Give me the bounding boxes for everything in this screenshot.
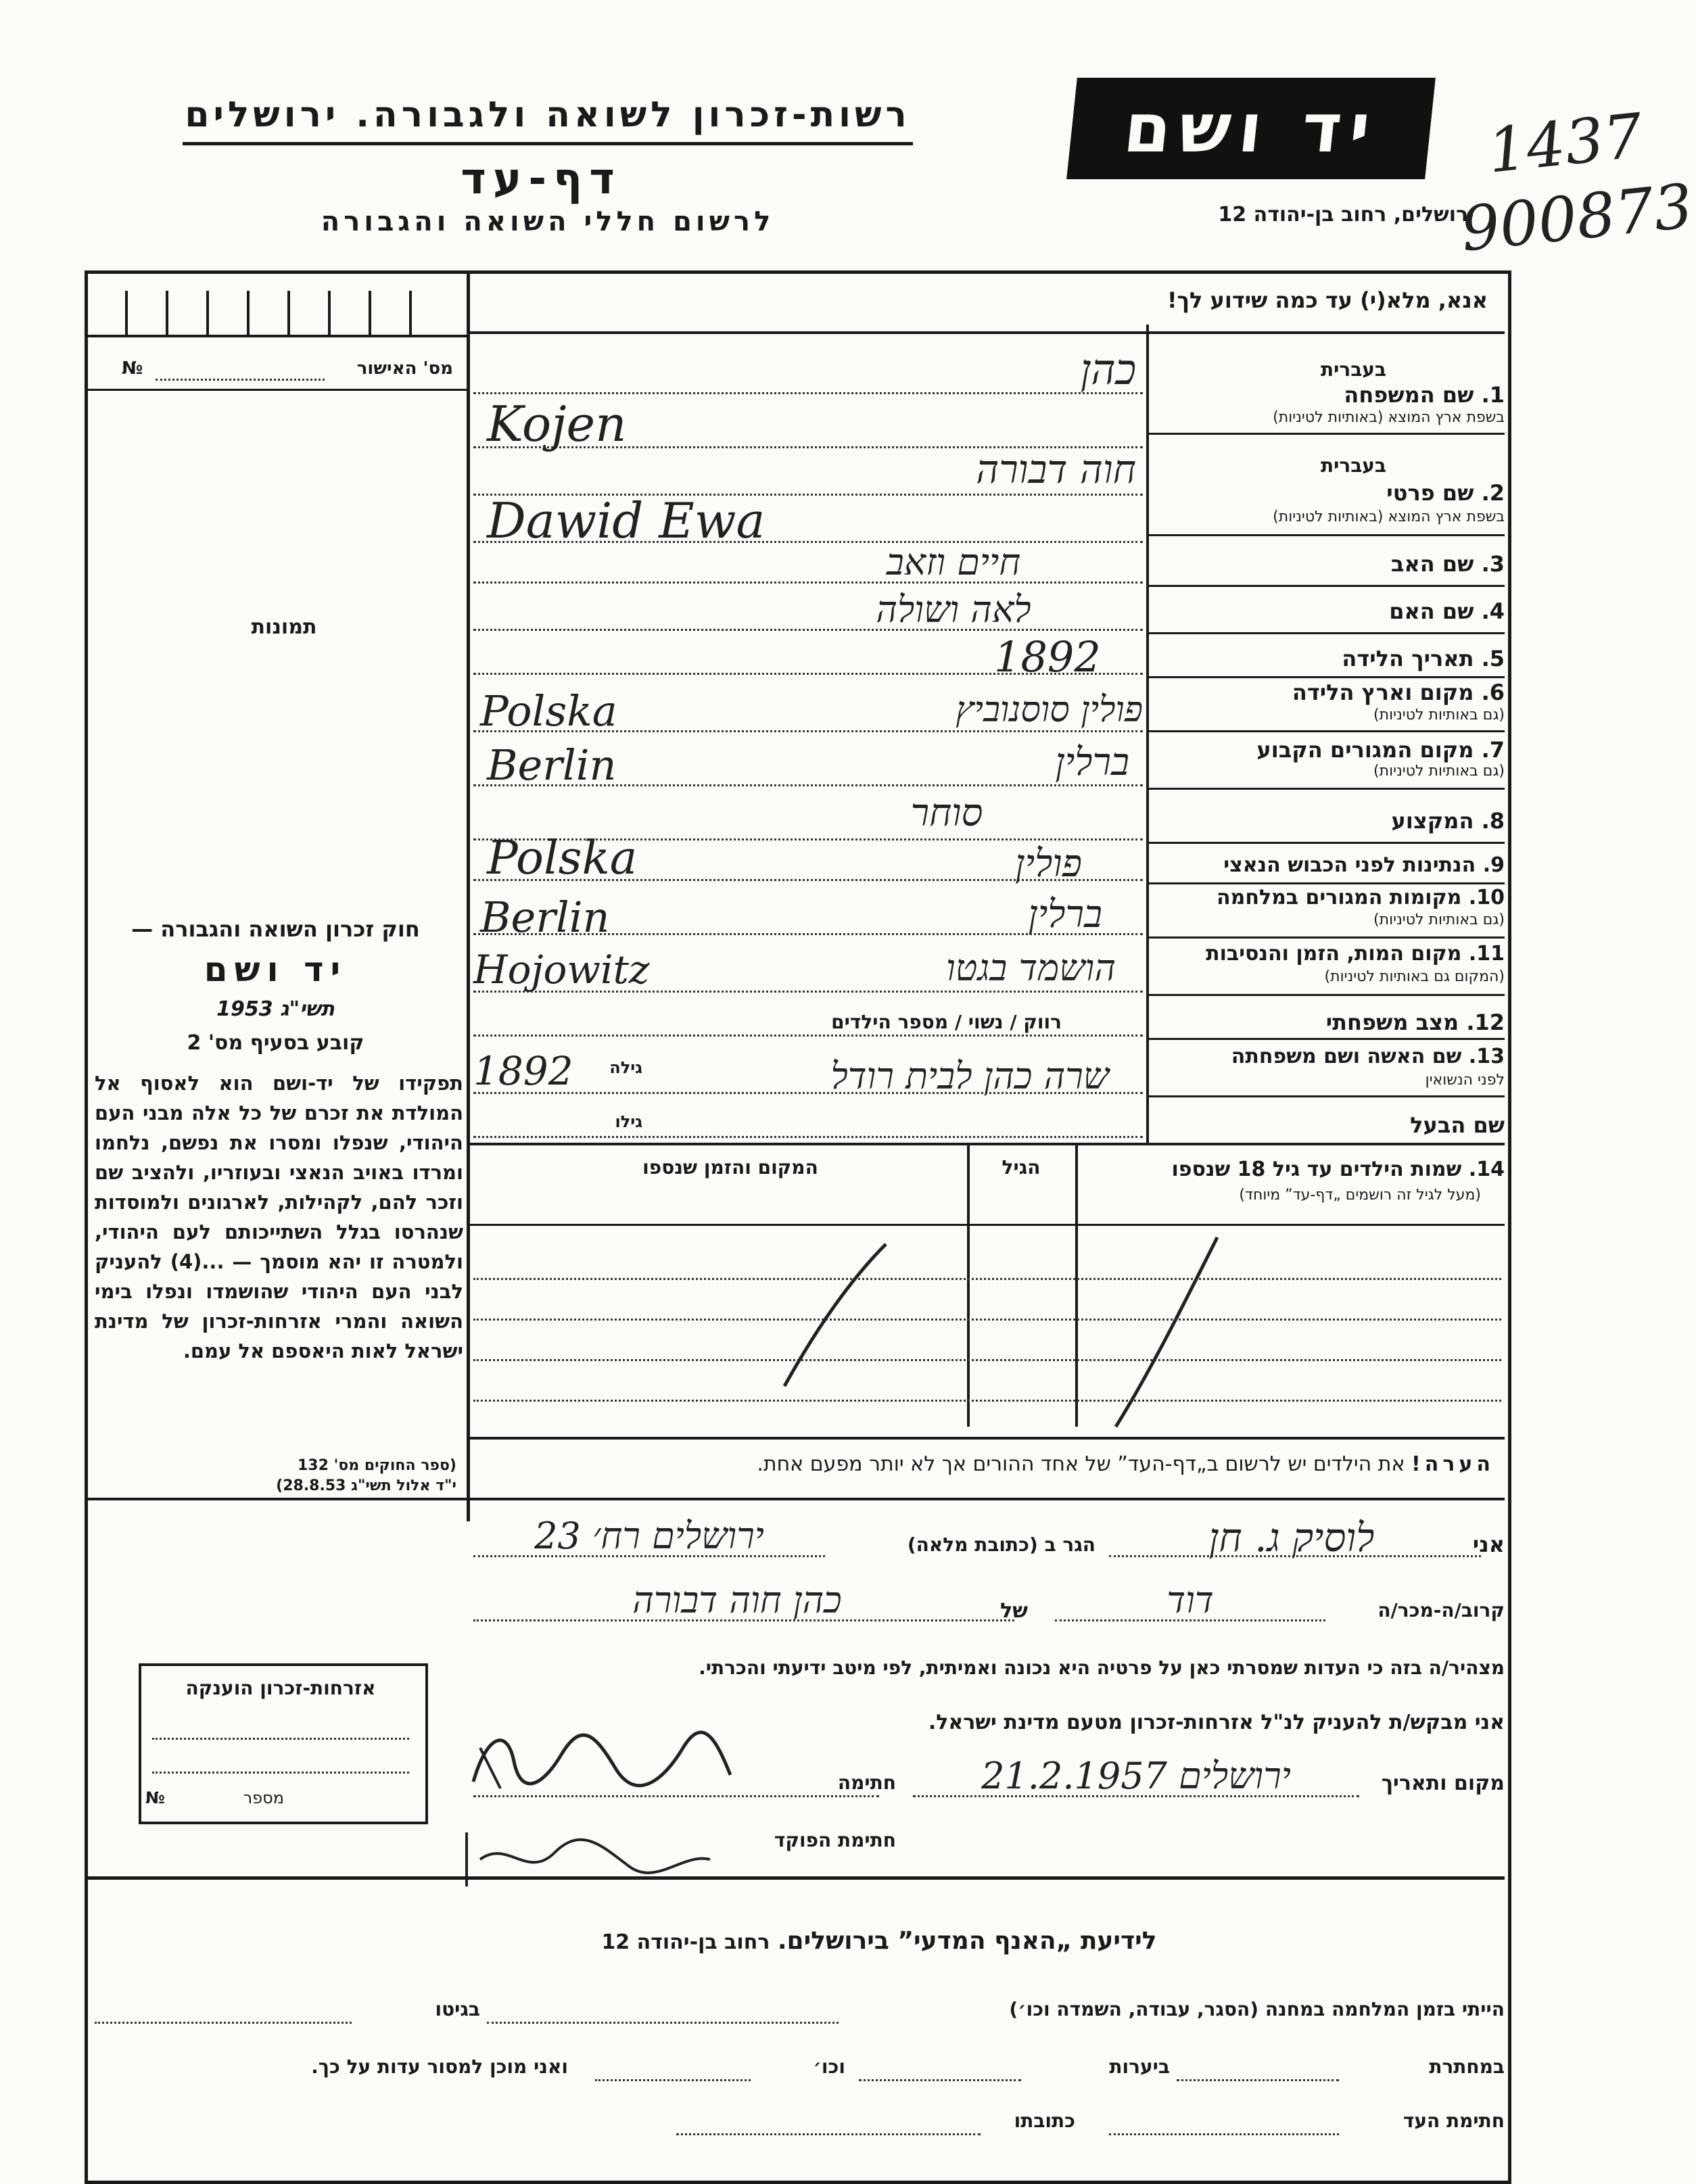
bottom-line1a: הייתי בזמן המלחמה במחנה (הסגר, עבודה, השמדה וכו׳): [1009, 1998, 1505, 2020]
f10-value-he: ברלין: [1028, 893, 1102, 936]
decl-relation: קרוב/ה-מכר/ה: [1377, 1599, 1505, 1621]
f6-num: 6.: [1481, 680, 1505, 705]
bottom-line3-blank-1: [1109, 2133, 1339, 2135]
decl-name-value: לוסיק ג. חן: [1208, 1515, 1375, 1561]
instructions: אנא, מלא(י) עד כמה שידוע לך!: [1167, 287, 1488, 313]
f5-num: 5.: [1481, 646, 1505, 671]
f4-sep: [1146, 632, 1505, 634]
bottom-line2-blank-2: [859, 2079, 1021, 2081]
law-name: יד ושם: [204, 950, 348, 989]
f6-value-he: פולין סוסנוביץ: [956, 690, 1143, 730]
label-column-border: [1146, 325, 1149, 1143]
f12-num: 12.: [1466, 1010, 1505, 1035]
f8-num: 8.: [1481, 808, 1505, 834]
decl-relation-value: דוד: [1167, 1579, 1214, 1621]
f13-age: 1892: [473, 1048, 573, 1094]
f8-text: המקצוע: [1391, 808, 1474, 834]
header-address: ירושלים, רחוב בן-יהודה 12: [1218, 203, 1474, 227]
f10-text: מקומות המגורים במלחמה: [1217, 886, 1462, 909]
f7-label: [1256, 737, 1505, 763]
children-text: שמות הילדים עד גיל 18 שנספו: [1171, 1158, 1462, 1181]
f3-label: [1391, 551, 1505, 577]
bottom-line3-blank-2: [676, 2133, 981, 2135]
children-label: [1171, 1158, 1505, 1181]
bottom-line1-ghetto-blank: [95, 2022, 352, 2024]
children-num: 14.: [1468, 1158, 1505, 1181]
decl-officer-signature: חתימת הפוקד: [774, 1829, 896, 1851]
f2-value-latin: Dawid Ewa: [487, 492, 765, 549]
bottom-line1b: בגיטו: [435, 1998, 480, 2020]
bottom-line2a: במחתרת: [1429, 2056, 1505, 2078]
bottom-line2-blank-1: [1177, 2079, 1339, 2081]
f1-value-latin: Kojen: [487, 396, 627, 452]
decl-address-value: ירושלים רח׳ 23: [534, 1515, 764, 1557]
children-col-place: המקום והזמן שנספו: [642, 1156, 818, 1179]
law-text: תפקידו של יד-ושם הוא לאסוף אל המולדת את זכרם של כל אלה מבני העם היהודי, שנפלו ומסרו את נפשם, נלחמו ומרדו באויב הנאצי ובעוזריו, ולהציב שם וזכר להם, לקהילות, לארגונים ולמוסדות שנהרסו בגלל השתייכותם לעם היהודי, ולמטרה זו יהא מוסמך — ...(4) להעניק לבני העם היהודי שהושמדו ונפלו בימי השואה והמרי אזרחות-זכרון של מדינת ישראל לאות היאספם אל עמם.: [95, 1072, 463, 1362]
children-col-age: הגיל: [1002, 1156, 1041, 1179]
f7-value-latin: Berlin: [487, 740, 617, 790]
f2-sep: [1146, 534, 1505, 536]
tick-mark: [206, 291, 209, 335]
f13-age-label: גילה: [609, 1058, 642, 1077]
law-year: תשי"ג 1953: [216, 997, 335, 1021]
bottom-line2b: ביערות: [1109, 2056, 1170, 2078]
f12-label: [1326, 1010, 1505, 1035]
f2-text: שם פרטי: [1386, 480, 1474, 506]
f1-sep: [1146, 433, 1505, 435]
decl-place-date: מקום ותאריך: [1381, 1772, 1505, 1795]
f13-sub: לפני הנשואין: [1425, 1072, 1505, 1089]
children-strikethrough: [710, 1224, 1454, 1481]
f13-label: [1231, 1045, 1505, 1068]
f12-line: [473, 1035, 1143, 1037]
f4-label: [1389, 598, 1505, 624]
form-subtitle: לרשום חללי השואה והגבורה: [321, 206, 775, 237]
f7-text: מקום המגורים הקבוע: [1256, 737, 1474, 763]
f6-label: [1292, 680, 1505, 705]
f12-options: רווק / נשוי / מספר הילדים: [831, 1011, 1062, 1033]
tick-mark: [247, 291, 250, 335]
f10-num: 10.: [1468, 886, 1505, 909]
logo-text: יד ושם: [1120, 89, 1382, 168]
bottom-line3b: כתובתו: [1014, 2110, 1075, 2132]
bottom-line1-blank: [487, 2022, 839, 2024]
f10-sub: (גם באותיות לטיניות): [1373, 911, 1505, 928]
tick-mark: [287, 291, 290, 335]
f6-sep: [1146, 730, 1505, 732]
photo-label: תמונות: [251, 615, 317, 639]
f2-num: 2.: [1481, 480, 1505, 506]
law-title: חוק זכרון השואה והגבורה —: [131, 916, 420, 942]
witness-signature: [460, 1721, 744, 1802]
f8-value: סוחר: [910, 791, 983, 835]
f10-value-latin: Berlin: [480, 893, 610, 942]
f6-text: מקום וארץ הלידה: [1292, 680, 1474, 705]
f13-text: שם האשה ושם משפחתה: [1231, 1045, 1462, 1068]
f7-value-he: ברלין: [1055, 740, 1129, 784]
institution-underline: [183, 142, 913, 145]
bottom-line2-blank-3: [595, 2079, 751, 2081]
bottom-section-top: [85, 1876, 1505, 1880]
f10-sep: [1146, 936, 1505, 939]
decl-request: אני מבקש/ת להעניק לנ"ל אזרחות-זכרון מטעם מדינת ישראל.: [928, 1711, 1505, 1734]
decl-place-date-value: ירושלים 21.2.1957: [981, 1755, 1291, 1797]
f5-sep: [1146, 676, 1505, 678]
f9-label: [1223, 853, 1505, 877]
f7-sep: [1146, 788, 1505, 790]
f1-num: 1.: [1481, 382, 1505, 408]
decl-i: אני: [1472, 1532, 1505, 1557]
note-label: הערה!: [1411, 1452, 1494, 1476]
f2-lang: בעברית: [1320, 454, 1386, 477]
tick-strip-bottom: [85, 335, 470, 337]
institution-title: רשות-זכרון לשואה ולגבורה. ירושלים: [185, 95, 911, 135]
f9-num: 9.: [1482, 853, 1505, 877]
form-title: דף-עד: [461, 154, 621, 204]
f2-value-he: חוה דבורה: [976, 446, 1136, 492]
left-column-border: [467, 270, 470, 1521]
citizenship-no: №: [145, 1788, 165, 1807]
f6-value-latin: Polska: [480, 686, 617, 736]
f12-text: מצב משפחתי: [1325, 1010, 1459, 1035]
bottom-line2d: ואני מוכן למסור עדות על כך.: [311, 2056, 568, 2078]
citizenship-title: אזרחות-זכרון הוענקה: [185, 1677, 376, 1699]
f9-value-latin: Polska: [487, 832, 638, 885]
f7-num: 7.: [1481, 737, 1505, 763]
law-source-date: י"ד אלול תשי"ג 28.8.53): [276, 1477, 456, 1494]
approval-divider: [85, 389, 470, 391]
f8-sep: [1146, 842, 1505, 844]
decl-signature: חתימה: [837, 1772, 896, 1794]
approval-no-sign: №: [122, 358, 143, 379]
f2-sub: בשפת ארץ המוצא (באותיות לטיניות): [1273, 508, 1505, 525]
bottom-address: רחוב בן-יהודה 12: [601, 1930, 770, 1954]
f5-value: 1892: [994, 632, 1101, 682]
tick-mark: [125, 291, 128, 335]
tick-mark: [328, 291, 331, 335]
citizenship-line-1: [152, 1738, 409, 1740]
decl-certify: מצהיר/ה בזה כי העדות שמסרתי כאן על פרטיה היא נכונה ואמיתית, לפי מיטב ידיעתי והכרתי.: [699, 1657, 1505, 1679]
f1-sub: בשפת ארץ המוצא (באותיות לטיניות): [1273, 409, 1505, 426]
f11-value-latin: Hojowitz: [473, 947, 650, 993]
husband-label: שם הבעל: [1410, 1112, 1505, 1138]
note-row: [473, 1452, 1494, 1476]
f11-sep: [1146, 994, 1505, 996]
f11-label: [1206, 942, 1505, 966]
officer-signature: [453, 1819, 737, 1893]
note-bottom: [85, 1498, 1505, 1500]
f3-value: חיים וזאב: [886, 541, 1021, 584]
tick-mark: [166, 291, 168, 335]
bottom-line3a: חתימת העד: [1403, 2110, 1505, 2132]
f8-label: [1392, 808, 1505, 834]
f4-text: שם האם: [1389, 598, 1474, 624]
decl-resides: הגר ב (כתובת מלאה): [907, 1534, 1096, 1556]
tick-mark: [369, 291, 371, 335]
f3-num: 3.: [1481, 551, 1505, 577]
decl-of-value: כהן חוה דבורה: [632, 1579, 842, 1621]
f11-value-he: הושמד בגטו: [945, 947, 1116, 989]
note-text: את הילדים יש לרשום ב„דף-העד” של אחד ההורים אך לא יותר מפעם אחת.: [757, 1452, 1405, 1476]
f9-value-he: פולין: [1015, 842, 1082, 886]
tick-mark: [409, 291, 412, 335]
law-source: (ספר החוקים מס' 132: [297, 1457, 456, 1474]
f11-text: מקום המות, הזמן והנסיבות: [1206, 942, 1462, 966]
f13-value: שרה כהן לבית רודל: [830, 1055, 1109, 1097]
f4-num: 4.: [1481, 598, 1505, 624]
husband-age-label: גילו: [615, 1112, 642, 1131]
f11-num: 11.: [1468, 942, 1505, 966]
f3-text: שם האב: [1390, 551, 1474, 577]
f1-value-he: כהן: [1080, 345, 1136, 394]
approval-label: מס' האישור: [356, 358, 453, 379]
f5-text: תאריך הלידה: [1342, 646, 1474, 671]
f11-sub: (המקום גם באותיות לטיניות): [1324, 968, 1505, 985]
approval-number-line: [156, 379, 325, 381]
bottom-line2c: וכו׳: [813, 2056, 845, 2078]
f1-lang: בעברית: [1320, 358, 1386, 381]
f1-text: שם המשפחה: [1344, 382, 1474, 408]
f9-sep: [1146, 882, 1505, 884]
f12-sep: [1146, 1038, 1505, 1040]
law-clause: קובע בסעיף מס' 2: [187, 1031, 364, 1055]
citizenship-line-2: [152, 1772, 409, 1774]
f2-label: [1386, 480, 1505, 506]
f6-sub: (גם באותיות לטיניות): [1373, 707, 1505, 723]
note-top: [470, 1437, 1505, 1440]
f13-sep: [1146, 1095, 1505, 1097]
children-top: [470, 1143, 1505, 1145]
yad-vashem-logo: [1066, 78, 1436, 179]
f5-label: [1342, 646, 1505, 671]
f13-num: 13.: [1468, 1045, 1505, 1068]
f3-sep: [1146, 585, 1505, 587]
husband-line: [473, 1136, 1143, 1138]
bottom-notice-row: [473, 1927, 1285, 1955]
f4-value: לאה ושולה: [876, 588, 1031, 631]
bottom-notice: לידיעת „האנף המדעי” בירושלים.: [777, 1927, 1157, 1955]
f7-sub: (גם באותיות לטיניות): [1373, 763, 1505, 780]
instructions-underline: [470, 331, 1505, 334]
children-sub: (מעל לגיל זה רושמים „דף-עד” מיוחד): [1239, 1187, 1481, 1204]
f9-text: הנתינות לפני הכבוש הנאצי: [1223, 853, 1476, 877]
citizenship-number: מספר: [243, 1788, 284, 1807]
handwritten-number-1: 1437: [1484, 100, 1646, 187]
decl-of: של: [1000, 1599, 1028, 1623]
f10-label: [1217, 886, 1505, 909]
f1-label: [1344, 382, 1505, 408]
handwritten-number-2: 900873: [1457, 170, 1696, 266]
